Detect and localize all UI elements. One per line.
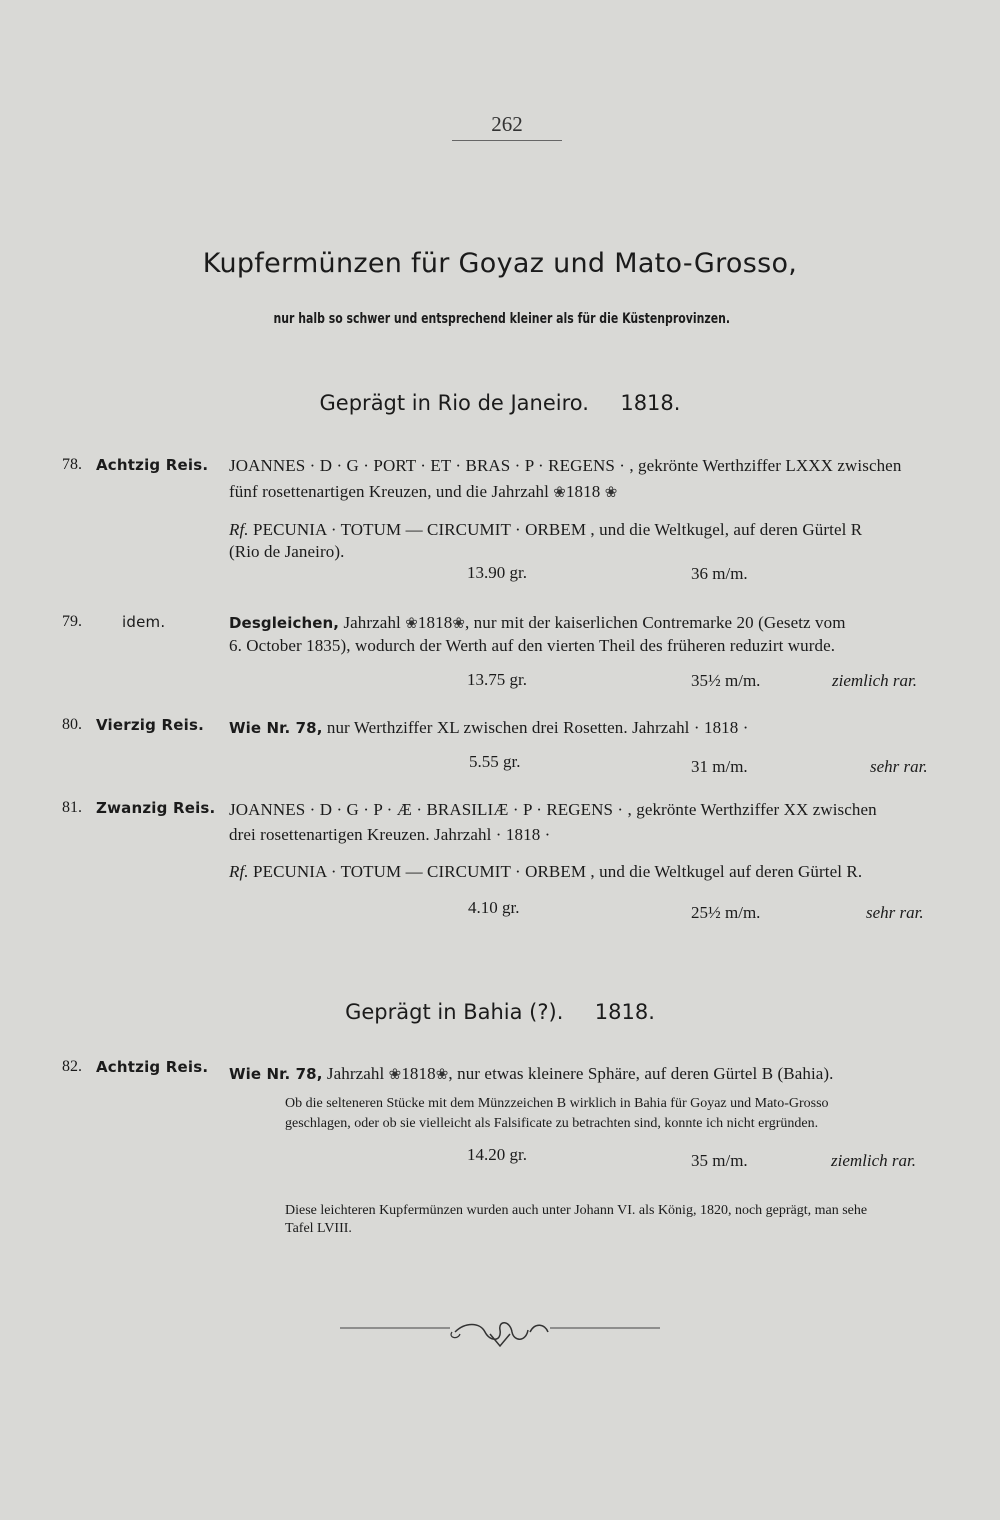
reverse-line: (Rio de Janeiro). [229, 542, 345, 561]
entry-year: 1818 [417, 613, 453, 632]
entry-line-text: , nur etwas kleinere Sphäre, auf deren Gürtel B (Bahia). [448, 1064, 834, 1083]
rosette-icon: ❀ [452, 616, 465, 632]
reverse-text: PECUNIA · TOTUM — CIRCUMIT · ORBEM , und die Weltkugel, auf deren Gürtel R [253, 520, 863, 539]
section-year: 1818. [594, 1000, 655, 1024]
entry-rarity: sehr rar. [870, 757, 928, 776]
entry-lead: Desgleichen, [229, 614, 340, 632]
entry-line [229, 1064, 834, 1084]
page-subtitle: nur halb so schwer und entsprechend kleiner als für die Küstenprovinzen. [273, 311, 731, 327]
entry-line [229, 718, 748, 738]
entry-number: 80. [62, 716, 82, 733]
page-number-rule [452, 140, 562, 141]
entry-denomination: Achtzig Reis. [96, 1058, 209, 1076]
entry-denomination: Vierzig Reis. [96, 716, 204, 734]
entry-line: JOANNES · D · G · P · Æ · BRASILIÆ · P · REGENS · , gekrönte Werthziffer XX zwischen [229, 800, 877, 819]
entry-year: 1818 [565, 482, 601, 501]
entry-note-line: geschlagen, oder ob sie vielleicht als Falsificate zu betrachten sind, konnte ich nicht ergründen. [285, 1116, 819, 1131]
section-heading-bahia [0, 1000, 1000, 1024]
entry-size: 35½ m/m. [691, 671, 761, 690]
entry-weight: 13.75 gr. [467, 670, 527, 689]
entry-size: 25½ m/m. [691, 903, 761, 922]
entry-weight: 5.55 gr. [469, 752, 521, 771]
entry-rarity: ziemlich rar. [832, 671, 917, 690]
entry-number: 82. [62, 1058, 82, 1075]
entry-line-text: Jahrzahl [343, 613, 401, 632]
entry-number: 78. [62, 456, 82, 473]
entry-line-text: nur Werthziffer XL zwischen drei Rosetten. Jahrzahl · 1818 · [326, 718, 749, 737]
entry-line: drei rosettenartigen Kreuzen. Jahrzahl · 1818 · [229, 825, 551, 844]
entry-number: 79. [62, 613, 82, 630]
entry-size: 36 m/m. [691, 564, 748, 583]
entry-denomination: idem. [122, 613, 166, 631]
footnote-line: Diese leichteren Kupfermünzen wurden auch unter Johann VI. als König, 1820, noch geprägt, man sehe [285, 1203, 868, 1218]
reverse-prefix: Rf. [229, 520, 249, 539]
entry-line-text: , nur mit der kaiserlichen Contremarke 20 (Gesetz vom [464, 613, 846, 632]
entry-lead: Wie Nr. 78, [229, 1065, 323, 1083]
entry-lead: Wie Nr. 78, [229, 719, 323, 737]
page-title: Kupfermünzen für Goyaz und Mato-Grosso, [202, 248, 798, 279]
rosette-icon: ❀ [388, 1067, 402, 1083]
entry-line [229, 613, 846, 633]
entry-line-text: Jahrzahl [326, 1064, 385, 1083]
entry-rarity: ziemlich rar. [831, 1151, 916, 1170]
entry-weight: 14.20 gr. [467, 1145, 527, 1164]
section-year: 1818. [620, 391, 681, 415]
reverse-line [229, 862, 862, 882]
entry-line: JOANNES · D · G · PORT · ET · BRAS · P · REGENS · , gekrönte Werthziffer LXXX zwischen [229, 456, 902, 475]
entry-size: 35 m/m. [691, 1151, 748, 1170]
rosette-icon: ❀ [604, 485, 618, 501]
entry-size: 31 m/m. [691, 757, 748, 776]
reverse-line [229, 520, 862, 540]
rosette-icon: ❀ [553, 485, 566, 501]
entry-weight: 4.10 gr. [468, 898, 520, 917]
entry-note-line: Ob die selteneren Stücke mit dem Münzzeichen B wirklich in Bahia für Goyaz und Mato-Grosso [285, 1096, 829, 1111]
decorative-flourish-icon [340, 1316, 660, 1356]
section-heading-text: Geprägt in Rio de Janeiro. [319, 391, 589, 415]
entry-line-text: fünf rosettenartigen Kreuzen, und die Jahrzahl [229, 482, 549, 501]
footnote-line: Tafel LVIII. [285, 1221, 352, 1236]
rosette-icon: ❀ [435, 1067, 449, 1083]
page-number: 262 [491, 112, 523, 136]
rosette-icon: ❀ [405, 616, 418, 632]
section-heading-text: Geprägt in Bahia (?). [345, 1000, 564, 1024]
entry-number: 81. [62, 799, 82, 816]
entry-year: 1818 [401, 1064, 436, 1083]
entry-denomination: Achtzig Reis. [96, 456, 209, 474]
entry-weight: 13.90 gr. [467, 563, 527, 582]
reverse-text: PECUNIA · TOTUM — CIRCUMIT · ORBEM , und die Weltkugel auf deren Gürtel R. [253, 862, 863, 881]
section-heading-rio [0, 391, 1000, 415]
reverse-prefix: Rf. [229, 862, 249, 881]
entry-line [229, 482, 617, 502]
entry-line: 6. October 1835), wodurch der Werth auf den vierten Theil des früheren reduzirt wurde. [229, 636, 836, 655]
entry-denomination: Zwanzig Reis. [96, 799, 216, 817]
entry-rarity: sehr rar. [866, 903, 924, 922]
